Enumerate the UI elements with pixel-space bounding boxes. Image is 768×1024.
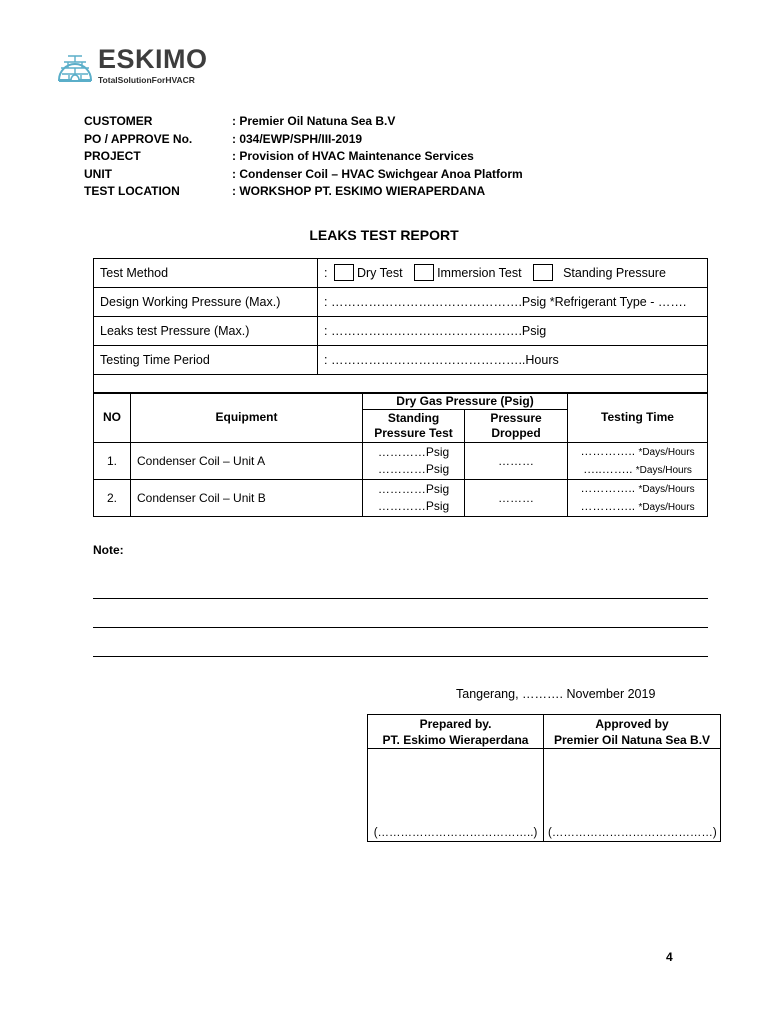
row-value: : ……………………………………….Psig — [318, 317, 708, 346]
info-value: : 034/EWP/SPH/III-2019 — [232, 131, 363, 146]
prepared-org: PT. Eskimo Wieraperdana — [382, 732, 529, 747]
equipment-name: Condenser Coil – Unit B — [131, 480, 363, 517]
time-dots: …..…….. — [583, 462, 633, 476]
time-unit: *Days/Hours — [635, 465, 692, 476]
logo-tagline: TotalSolutionForHVACR — [98, 75, 195, 85]
table-row — [94, 443, 708, 480]
header-line: Standing — [387, 411, 440, 425]
standing-value: …………Psig — [377, 462, 450, 476]
time-line — [571, 443, 704, 461]
info-row-po — [84, 132, 704, 150]
info-label: UNIT — [84, 166, 112, 181]
page-number: 4 — [666, 950, 673, 964]
empty-cell — [94, 375, 708, 394]
standing-pressure-checkbox[interactable] — [533, 264, 553, 281]
time-unit: *Days/Hours — [638, 447, 695, 458]
immersion-test-checkbox[interactable] — [414, 264, 434, 281]
standing-value: …………Psig — [377, 482, 450, 496]
testing-time-cell — [568, 480, 708, 517]
header-line: Pressure — [490, 411, 542, 425]
time-unit: *Days/Hours — [638, 484, 695, 495]
row-value: : ……………………………………….Psig *Refrigerant Type - ……. — [318, 288, 708, 317]
dry-test-checkbox[interactable] — [334, 264, 354, 281]
logo-brand: ESKIMO — [98, 44, 208, 74]
note-label: Note: — [93, 543, 124, 557]
report-header-info — [84, 114, 704, 202]
equipment-name: Condenser Coil – Unit A — [131, 443, 363, 480]
immersion-test-label: Immersion Test — [437, 265, 522, 280]
company-logo — [56, 44, 206, 86]
info-value: : Premier Oil Natuna Sea B.V — [232, 114, 396, 128]
header-line: Pressure Test — [374, 426, 453, 440]
design-pressure-row — [94, 288, 708, 317]
test-method-options — [318, 259, 708, 288]
pressure-dropped-cell: ……… — [465, 480, 568, 517]
testing-time-cell — [568, 443, 708, 480]
table-row — [94, 480, 708, 517]
approved-signature-box[interactable]: (……………………………………) — [544, 749, 721, 842]
col-header-standing — [363, 410, 465, 443]
signature-header-row — [368, 715, 721, 749]
test-parameters-table — [93, 258, 708, 394]
row-value: : ………………………………………..Hours — [318, 346, 708, 375]
info-label: PROJECT — [84, 149, 141, 164]
info-label: PO / APPROVE No. — [84, 131, 193, 146]
dry-test-label: Dry Test — [356, 265, 403, 280]
leaks-test-pressure-row — [94, 317, 708, 346]
info-value: : Provision of HVAC Maintenance Services — [232, 149, 474, 164]
standing-pressure-cell — [363, 480, 465, 517]
colon: : — [324, 265, 328, 280]
row-number: 2. — [94, 480, 131, 517]
equipment-table — [93, 392, 708, 517]
info-row-unit — [84, 167, 704, 185]
row-label: Design Working Pressure (Max.) — [94, 288, 318, 317]
signature-table — [367, 714, 721, 842]
time-dots: ………….. — [580, 499, 636, 513]
test-method-row — [94, 259, 708, 288]
standing-value: …………Psig — [377, 445, 450, 459]
info-row-customer — [84, 114, 704, 132]
row-label: Testing Time Period — [94, 346, 318, 375]
approved-label: Approved by — [595, 716, 669, 731]
row-number: 1. — [94, 443, 131, 480]
note-line[interactable] — [93, 598, 708, 599]
standing-pressure-label: Standing Pressure — [563, 265, 666, 280]
info-value: : Condenser Coil – HVAC Swichgear Anoa Platform — [232, 166, 523, 181]
pressure-dropped-cell: ……… — [465, 443, 568, 480]
approved-org: Premier Oil Natuna Sea B.V — [553, 732, 711, 747]
signature-body-row — [368, 749, 721, 842]
igloo-icon — [56, 44, 94, 84]
col-header-equipment: Equipment — [131, 393, 363, 443]
testing-time-row — [94, 346, 708, 375]
place-date: Tangerang, ………. November 2019 — [456, 687, 656, 701]
time-line — [571, 461, 704, 479]
time-line — [571, 480, 704, 498]
prepared-by-header — [368, 715, 544, 749]
info-label: CUSTOMER — [84, 114, 153, 128]
info-row-test-location — [84, 184, 704, 202]
equipment-header-row — [94, 393, 708, 410]
standing-pressure-cell — [363, 443, 465, 480]
col-header-dropped — [465, 410, 568, 443]
row-label: Leaks test Pressure (Max.) — [94, 317, 318, 346]
info-label: TEST LOCATION — [84, 184, 180, 199]
time-unit: *Days/Hours — [638, 502, 695, 513]
standing-value: …………Psig — [377, 499, 450, 513]
prepared-signature-box[interactable]: (…………………………………..) — [368, 749, 544, 842]
spacer-row — [94, 375, 708, 394]
time-line — [571, 498, 704, 516]
note-line[interactable] — [93, 627, 708, 628]
report-title: LEAKS TEST REPORT — [309, 227, 459, 243]
time-dots: ………….. — [580, 444, 636, 458]
time-dots: ………….. — [580, 481, 636, 495]
col-header-no: NO — [94, 393, 131, 443]
prepared-label: Prepared by. — [419, 716, 492, 731]
approved-by-header — [544, 715, 721, 749]
header-line: Dropped — [491, 426, 541, 440]
note-line[interactable] — [93, 656, 708, 657]
col-header-testing-time: Testing Time — [568, 393, 708, 443]
info-value: : WORKSHOP PT. ESKIMO WIERAPERDANA — [232, 184, 486, 199]
info-row-project — [84, 149, 704, 167]
col-header-dry-gas: Dry Gas Pressure (Psig) — [363, 393, 568, 410]
test-method-label: Test Method — [94, 259, 318, 288]
